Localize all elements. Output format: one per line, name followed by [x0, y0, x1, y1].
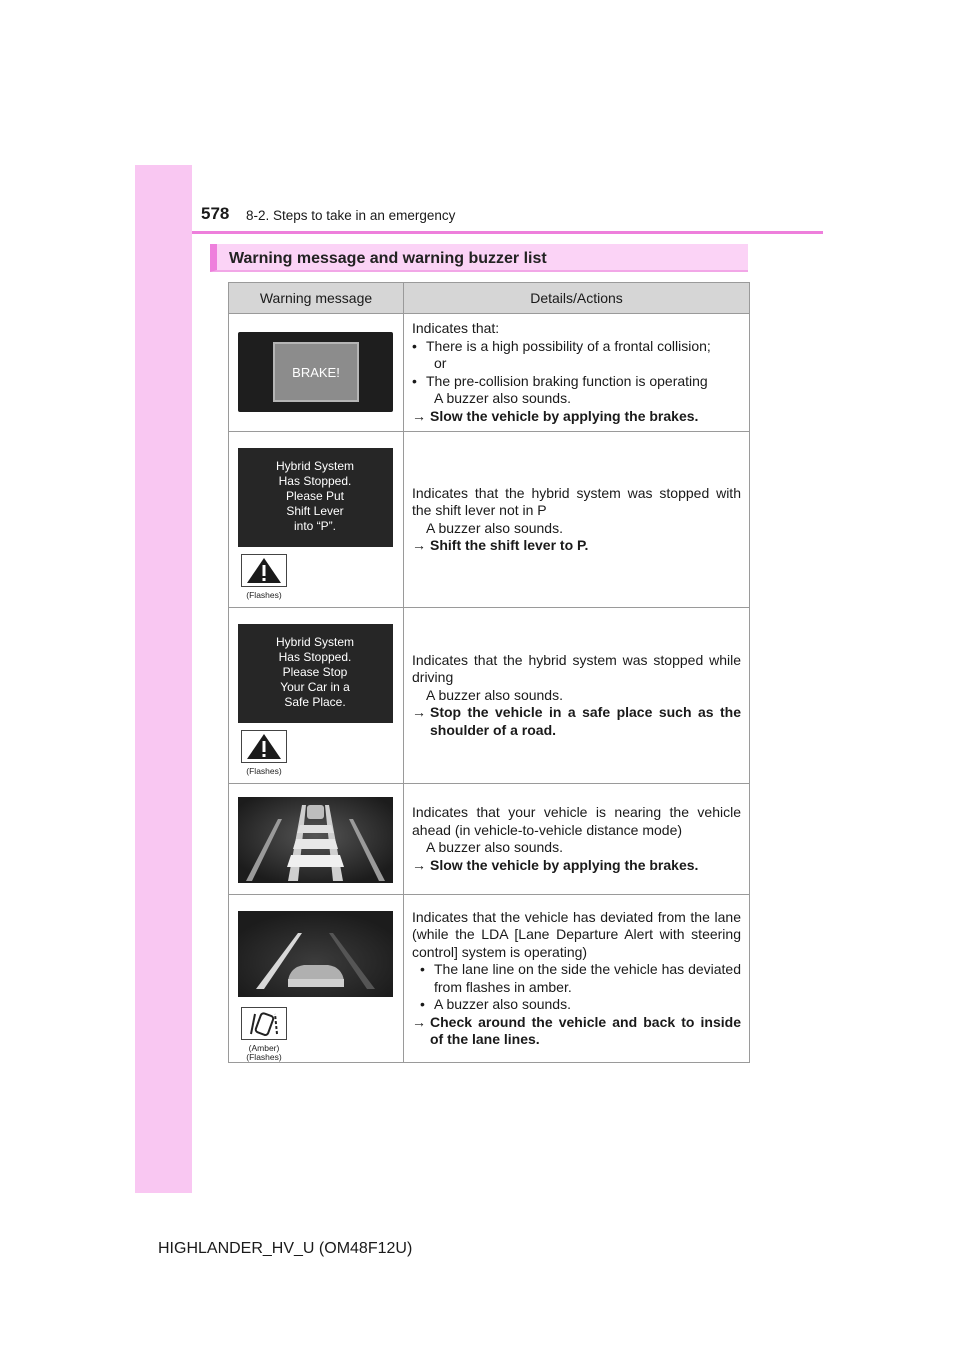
action-line — [412, 704, 741, 739]
screen-text: Hybrid System — [275, 635, 355, 649]
warning-image-cell — [229, 432, 404, 608]
vehicle-approach-display-graphic — [238, 797, 393, 883]
arrow-icon: → — [412, 1013, 426, 1030]
display-screen — [238, 911, 393, 997]
warning-image-cell — [229, 895, 404, 1063]
bullet-item: • There is a high possibility of a frontal collision; — [412, 338, 741, 356]
action-text: Check around the vehicle and back to inside of the lane lines. — [430, 1013, 741, 1047]
action-line — [412, 857, 741, 875]
details-text: Indicates that the vehicle has deviated from the lane (while the LDA [Lane Departure Alert with steering control] system is operating) — [412, 908, 741, 960]
screen-text: Your Car in a — [280, 680, 350, 694]
section-reference: 8-2. Steps to take in an emergency — [246, 208, 456, 223]
details-cell — [404, 314, 750, 432]
side-tab — [135, 165, 192, 1193]
screen-text: BRAKE! — [292, 365, 340, 380]
screen-text: Hybrid System — [275, 459, 355, 473]
display-screen — [238, 448, 393, 547]
warning-table — [228, 282, 750, 1063]
buzzer-note: A buzzer also sounds. — [426, 686, 563, 703]
lane-departure-icon — [241, 1007, 287, 1040]
display-screen — [238, 624, 393, 723]
bullet-item: • The lane line on the side the vehicle has deviated from flashes in amber. — [420, 961, 741, 996]
lane-departure-display-graphic — [238, 911, 393, 997]
table-row — [229, 314, 750, 432]
table-row — [229, 895, 750, 1063]
warning-triangle-icon — [241, 730, 287, 763]
footer-model-code: HIGHLANDER_HV_U (OM48F12U) — [158, 1240, 413, 1257]
arrow-icon: → — [412, 537, 426, 553]
details-text: Indicates that the hybrid system was stopped with the shift lever not in P — [412, 484, 741, 518]
screen-text: Safe Place. — [284, 695, 346, 709]
action-line — [412, 408, 741, 426]
screen-text: Please Stop — [282, 665, 348, 679]
brake-display-graphic — [238, 332, 393, 412]
screen-text: Please Put — [285, 489, 345, 503]
action-text: Shift the shift lever to P. — [430, 537, 589, 553]
action-text: Slow the vehicle by applying the brakes. — [430, 407, 699, 424]
display-screen — [238, 797, 393, 883]
details-cell — [404, 784, 750, 895]
table-row — [229, 608, 750, 784]
details-text: Indicates that the hybrid system was stopped while driving — [412, 651, 741, 686]
bullet-item: • A buzzer also sounds. — [420, 996, 741, 1014]
warning-image-cell — [229, 608, 404, 784]
details-text: Indicates that your vehicle is nearing the vehicle ahead (in vehicle-to-vehicle distance mode) — [412, 804, 741, 838]
warning-image-cell — [229, 314, 404, 432]
buzzer-note: A buzzer also sounds. — [426, 519, 563, 536]
flashes-caption: (Flashes) — [246, 1052, 282, 1062]
hybrid-stop-display-graphic — [238, 448, 393, 547]
table-row — [229, 432, 750, 608]
flashes-caption: (Flashes) — [246, 766, 282, 776]
screen-text: Has Stopped. — [278, 650, 352, 664]
section-heading — [210, 244, 748, 272]
action-line — [412, 537, 741, 555]
buzzer-note: A buzzer also sounds. — [434, 390, 571, 406]
screen-text: Shift Lever — [286, 504, 344, 518]
action-line — [412, 1014, 741, 1049]
action-text: Slow the vehicle by applying the brakes. — [430, 856, 699, 873]
details-intro: Indicates that: — [412, 320, 500, 336]
arrow-icon: → — [412, 856, 426, 873]
col-warning-message: Warning message — [229, 283, 404, 314]
screen-text: Has Stopped. — [278, 474, 352, 488]
details-cell — [404, 895, 750, 1063]
arrow-icon: → — [412, 704, 426, 721]
details-cell — [404, 608, 750, 784]
flashes-caption: (Flashes) — [246, 590, 282, 600]
table-header-row — [229, 283, 750, 314]
section-heading-text: Warning message and warning buzzer list — [229, 250, 547, 267]
display-screen — [238, 332, 393, 412]
action-text: Stop the vehicle in a safe place such as the shoulder of a road. — [430, 704, 741, 738]
col-details-actions: Details/Actions — [404, 283, 750, 314]
warning-image-cell — [229, 784, 404, 895]
amber-caption: (Amber) — [248, 1043, 280, 1053]
page-number: 578 — [201, 204, 230, 223]
header-rule — [192, 231, 823, 234]
details-cell — [404, 432, 750, 608]
screen-text: into “P”. — [293, 519, 337, 533]
or-text: or — [434, 355, 447, 371]
table-row — [229, 784, 750, 895]
arrow-icon: → — [412, 407, 426, 424]
buzzer-note: A buzzer also sounds. — [426, 839, 563, 855]
bullet-item: • The pre-collision braking function is operating — [412, 373, 741, 391]
warning-triangle-icon — [241, 554, 287, 587]
hybrid-stop-display-graphic — [238, 624, 393, 723]
